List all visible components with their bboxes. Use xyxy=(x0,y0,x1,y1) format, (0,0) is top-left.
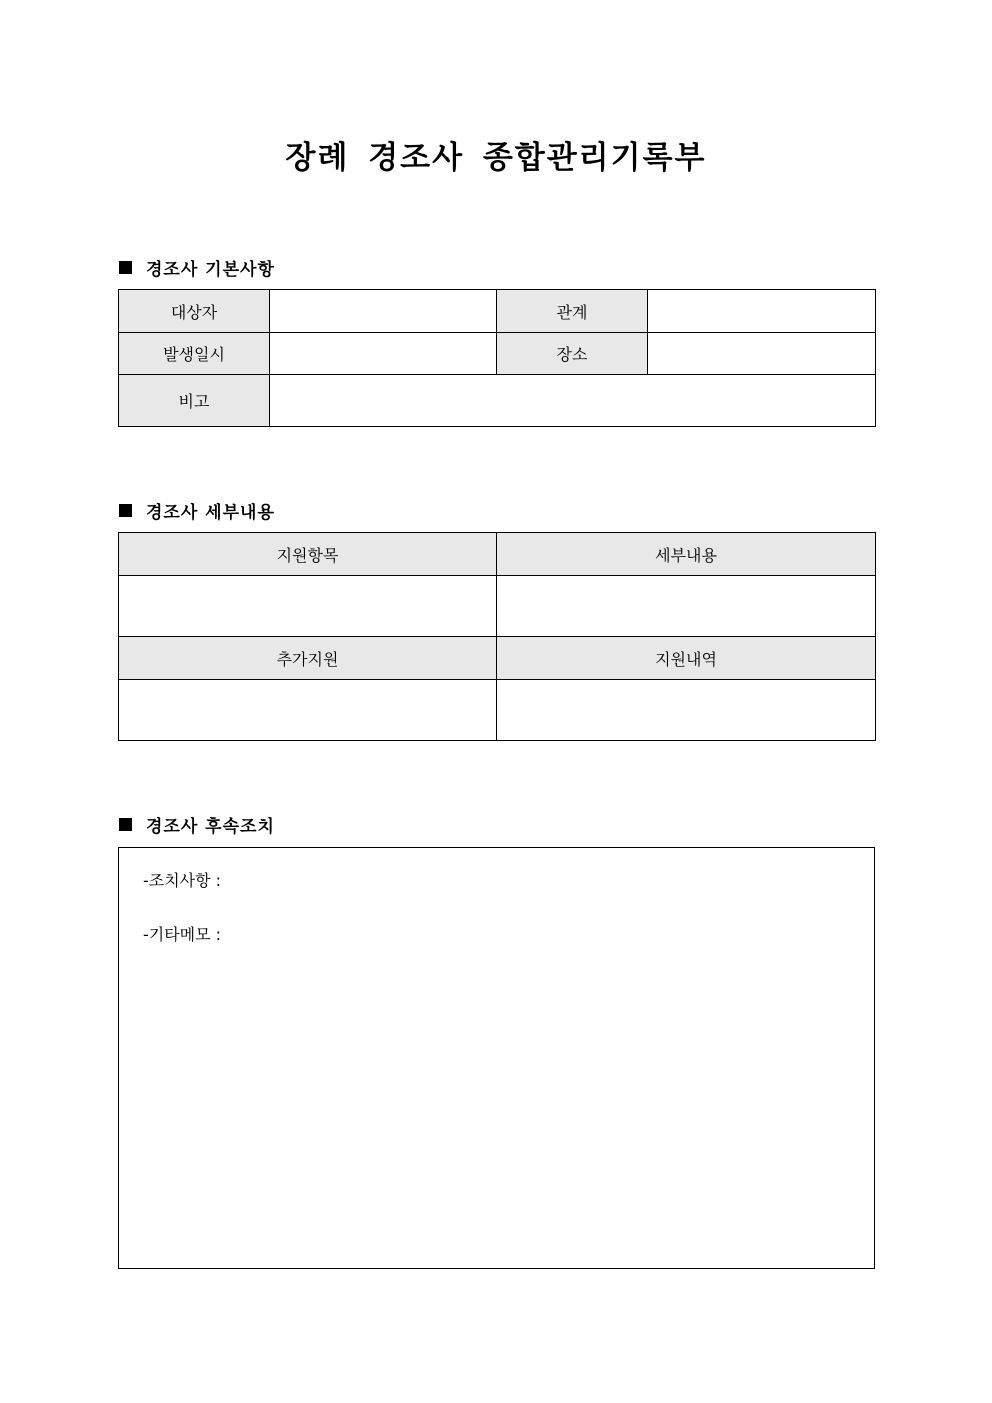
square-bullet-icon xyxy=(119,504,132,517)
square-bullet-icon xyxy=(119,261,132,274)
support-item-header: 지원항목 xyxy=(119,533,497,576)
relation-label: 관계 xyxy=(497,290,648,333)
square-bullet-icon xyxy=(119,818,132,831)
section-title-basic xyxy=(119,255,275,280)
place-label: 장소 xyxy=(497,333,648,375)
detail-table xyxy=(118,532,876,741)
support-item-field[interactable] xyxy=(119,576,497,637)
place-field[interactable] xyxy=(648,333,876,375)
date-field[interactable] xyxy=(270,333,497,375)
section-title-followup-text: 경조사 후속조치 xyxy=(146,817,275,837)
support-history-field[interactable] xyxy=(497,680,876,741)
action-label: -조치사항 : xyxy=(143,871,222,890)
extra-support-header: 추가지원 xyxy=(119,637,497,680)
target-field[interactable] xyxy=(270,290,497,333)
section-title-followup xyxy=(119,812,275,837)
remarks-field[interactable] xyxy=(270,375,876,427)
section-title-basic-text: 경조사 기본사항 xyxy=(146,260,275,280)
remarks-label: 비고 xyxy=(119,375,270,427)
basic-info-table xyxy=(118,289,876,427)
relation-field[interactable] xyxy=(648,290,876,333)
followup-notes-box[interactable] xyxy=(118,847,875,1269)
support-detail-field[interactable] xyxy=(497,576,876,637)
target-label: 대상자 xyxy=(119,290,270,333)
section-title-detail-text: 경조사 세부내용 xyxy=(146,503,275,523)
page-title: 장례 경조사 종합관리기록부 xyxy=(285,140,707,176)
date-label: 발생일시 xyxy=(119,333,270,375)
memo-label: -기타메모 : xyxy=(143,925,222,944)
section-title-detail xyxy=(119,498,275,523)
extra-support-field[interactable] xyxy=(119,680,497,741)
support-history-header: 지원내역 xyxy=(497,637,876,680)
support-detail-header: 세부내용 xyxy=(497,533,876,576)
